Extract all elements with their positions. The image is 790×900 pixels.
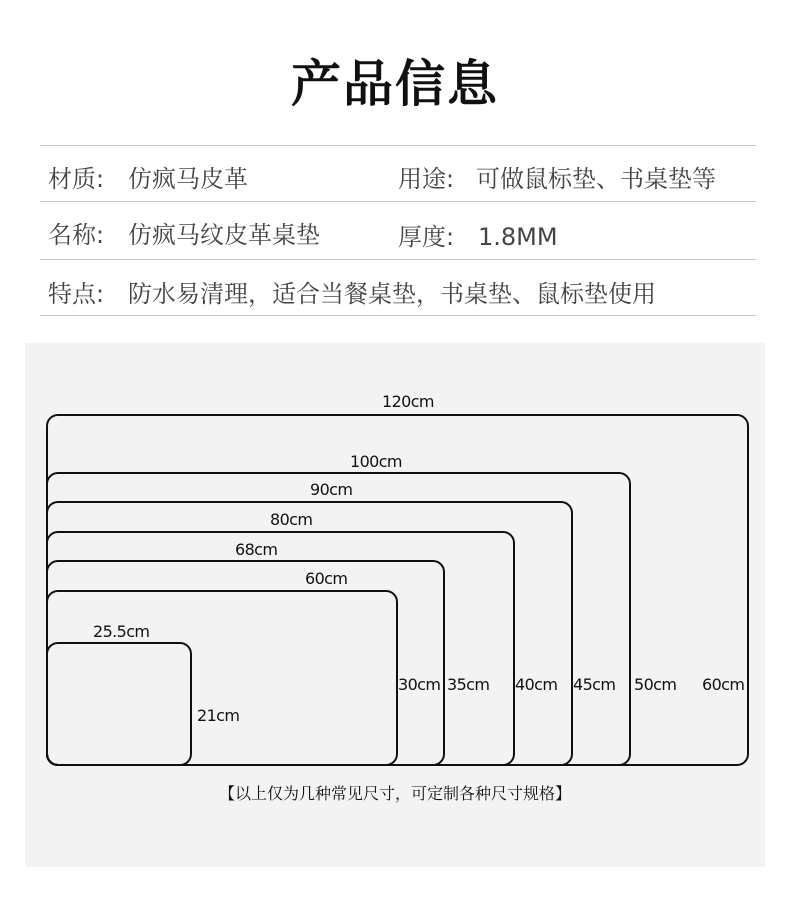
height-label-50: 50cm: [634, 675, 677, 694]
divider: [40, 145, 756, 146]
features-value: 防水易清理，适合当餐桌垫，书桌垫、鼠标垫使用: [128, 280, 656, 308]
height-label-21: 21cm: [197, 706, 240, 725]
height-label-30: 30cm: [398, 675, 441, 694]
features-label: 特点:: [48, 280, 105, 308]
width-label-25.5: 25.5cm: [93, 622, 150, 641]
size-chart-panel: [25, 343, 765, 867]
width-label-90: 90cm: [310, 480, 353, 499]
material-value: 仿疯马皮革: [128, 165, 248, 193]
usage-value: 可做鼠标垫、书桌垫等: [476, 165, 716, 193]
name-label: 名称:: [48, 221, 105, 249]
divider: [40, 315, 756, 316]
divider: [40, 201, 756, 202]
usage-label: 用途:: [398, 165, 455, 193]
height-label-40: 40cm: [515, 675, 558, 694]
size-note: 【以上仅为几种常见尺寸，可定制各种尺寸规格】: [218, 784, 571, 803]
width-label-68: 68cm: [235, 540, 278, 559]
size-rect-25.5x21: [46, 642, 192, 766]
width-label-80: 80cm: [270, 510, 313, 529]
material-label: 材质:: [48, 165, 105, 193]
height-label-35: 35cm: [447, 675, 490, 694]
height-label-45: 45cm: [573, 675, 616, 694]
thickness-label: 厚度:: [398, 223, 455, 251]
divider: [40, 259, 756, 260]
thickness-value: 1.8MM: [478, 223, 558, 251]
height-label-60: 60cm: [702, 675, 745, 694]
name-value: 仿疯马纹皮革桌垫: [128, 221, 320, 249]
width-label-120: 120cm: [382, 392, 434, 411]
width-label-60: 60cm: [305, 569, 348, 588]
page-title: 产品信息: [291, 55, 499, 113]
width-label-100: 100cm: [350, 452, 402, 471]
